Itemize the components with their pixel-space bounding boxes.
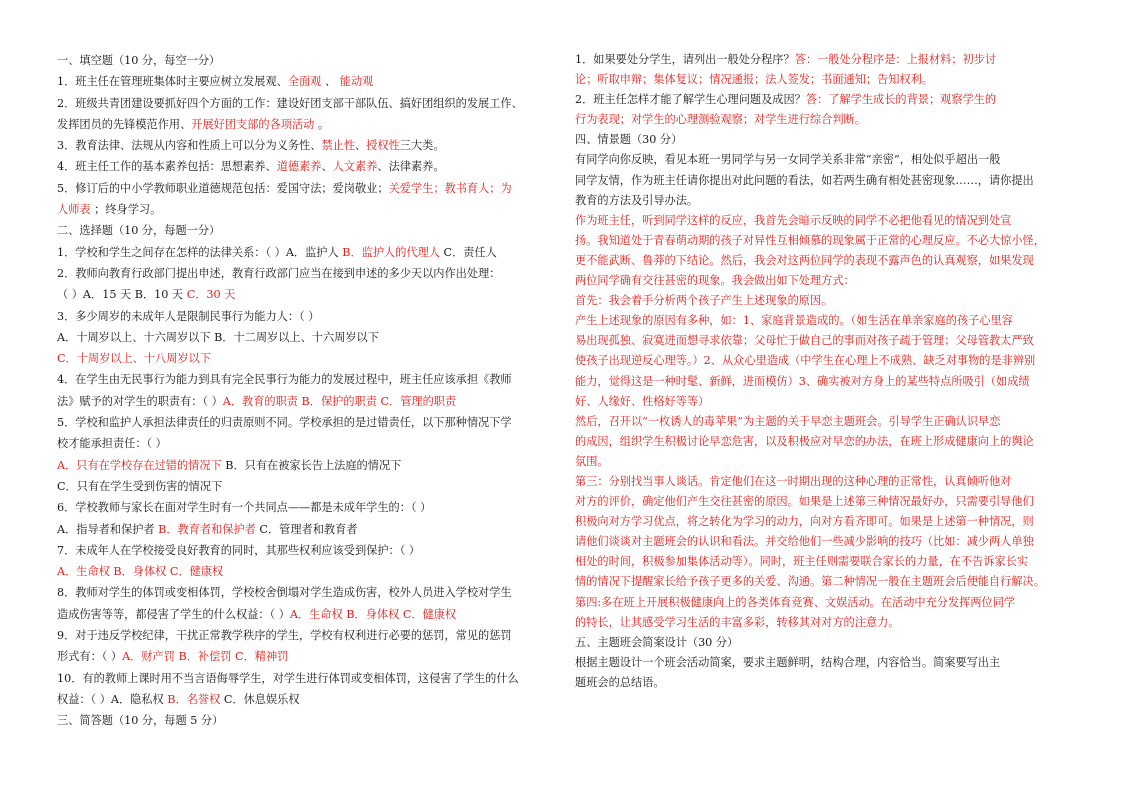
answer-text: 产生上述现象的原因有多种，如：1、家庭背景造成的。（如生活在单亲家庭的孩子心里容 <box>575 314 1013 328</box>
left-column <box>57 50 550 732</box>
answer-text: 论；听取申辩；集体复议；情况通报；法人签发；书面通知；告知权利。 <box>575 73 934 87</box>
right-column-line <box>575 171 1067 191</box>
answer-text: A．只有在学校存在过错的情况下 <box>57 458 222 472</box>
left-column-line <box>57 391 550 412</box>
question-text: 2．班主任怎样才能了解学生心理问题及成因？ <box>575 93 806 107</box>
question-text: 10．有的教师上课时用不当言语侮辱学生，对学生进行体罚或变相体罚，这侵害了学生的什么 <box>57 671 519 685</box>
right-column-line <box>575 633 1067 653</box>
left-column-line <box>57 135 550 156</box>
left-column-line <box>57 455 550 476</box>
answer-text: 作为班主任，听到同学这样的反应，我首先会暗示反映的同学不必把他看见的情况到处宣 <box>575 213 1012 227</box>
left-column-line <box>57 71 550 92</box>
right-column-line <box>575 492 1067 512</box>
answer-text: 答：一般处分程序是：上报材料；初步讨 <box>794 53 997 66</box>
question-text: 3．教育法律、法规从内容和性质上可以分为义务性、 <box>57 139 322 153</box>
question-text: 根据主题设计一个班会活动简案，要求主题鲜明，结构合理，内容恰当。简案要写出主 <box>575 655 1001 669</box>
answer-text: A．教育的职责 B．保护的职责 C．管理的职责 <box>222 394 457 408</box>
answer-text: 扬。我知道处于青春萌动期的孩子对异性互相倾慕的现象属于正常的心理反应。不必大惊小怪， <box>575 233 1045 247</box>
answer-text: 首先：我会着手分析两个孩子产生上述现象的原因。 <box>575 294 833 308</box>
right-column-line <box>575 50 1067 70</box>
right-column-line <box>575 552 1067 572</box>
right-column-line <box>575 150 1067 170</box>
answer-text: 人文素养 <box>332 160 378 174</box>
left-column-line <box>57 625 550 646</box>
answer-text: 全面观 <box>287 75 322 89</box>
question-text: 1．如果要处分学生，请列出一般处分程序？ <box>575 53 795 66</box>
left-column-line <box>57 433 550 454</box>
question-text: 发挥团员的先锋模范作用、 <box>57 117 192 131</box>
right-column-line <box>575 572 1067 592</box>
answer-text: B．名誉权 <box>167 692 221 706</box>
right-column-line <box>575 191 1067 211</box>
left-column-line <box>57 156 550 177</box>
answer-text: C．十周岁以上、十八周岁以下 <box>57 352 211 366</box>
right-column-line <box>575 472 1067 492</box>
right-column-line <box>575 673 1067 693</box>
question-text: 四、情景题（30 分） <box>575 133 683 147</box>
question-text: 法》赋予的对学生的职责有：（ ） <box>57 394 223 408</box>
left-column-line <box>57 114 550 135</box>
answer-text: 人师表 <box>57 203 91 217</box>
question-text: 2．教师向教育行政部门提出申述，教育行政部门应当在接到申述的多少天以内作出处理： <box>57 266 501 280</box>
question-text: 7．未成年人在学校接受良好教育的同时，其那些权利应该受到保护：（ ） <box>57 543 421 557</box>
answer-text: 两位同学确有交往甚密的现象。我会做出如下处理方式： <box>575 274 855 288</box>
answer-text: 的特长，让其感受学习生活的丰富多彩，转移其对对方的注意力。 <box>575 615 900 629</box>
left-column-line <box>57 242 550 263</box>
question-text: 五、主题班会简案设计（30 分） <box>575 635 739 649</box>
right-column-line <box>575 251 1067 271</box>
right-column-line <box>575 432 1067 452</box>
answer-text: 对方的评价，确定他们产生交往甚密的原因。如果是上述第三种情况最好办，只需要引导他们 <box>575 495 1034 509</box>
right-column-line <box>575 331 1067 351</box>
answer-text: 第三：分别找当事人谈话。肯定他们在这一时期出现的这种心理的正常性，认真倾听他对 <box>575 474 1012 488</box>
right-column-line <box>575 291 1067 311</box>
question-text: A．指导者和保护者 <box>57 522 159 536</box>
right-column-line <box>575 110 1067 130</box>
question-text: C．休息娱乐权 <box>220 692 300 706</box>
left-column-line <box>57 710 550 731</box>
answer-text: B．监护人的代理人 <box>342 245 440 259</box>
left-column-line <box>57 220 550 241</box>
answer-text: 第四:多在班上开展积极健康向上的各类体育竞赛、文娱活动。在活动中充分发挥两位同学 <box>575 595 1016 609</box>
right-column-line <box>575 512 1067 532</box>
right-column-line <box>575 412 1067 432</box>
question-text: 、 <box>321 75 340 89</box>
left-column-line <box>57 582 550 603</box>
answer-text: 的成因，组织学生积极讨论早恋危害，以及积极应对早恋的办法，在班上形成健康向上的舆论 <box>575 434 1034 448</box>
question-text: 8．教师对学生的体罚或变相体罚，学校校舍倒塌对学生造成伤害，校外人员进入学校对学生 <box>57 586 512 600</box>
right-column-line <box>575 70 1067 90</box>
left-column-line <box>57 348 550 369</box>
right-column-line <box>575 613 1067 633</box>
question-text: 5．修订后的中小学教师职业道德规范包括：爱国守法；爱岗敬业； <box>57 181 389 195</box>
question-text: 一、填空题（10 分，每空一分） <box>57 54 221 67</box>
left-column-line <box>57 668 550 689</box>
right-column-line <box>575 90 1067 110</box>
left-column-line <box>57 199 550 220</box>
right-column-line <box>575 311 1067 331</box>
right-column-line <box>575 372 1067 392</box>
left-column-line <box>57 689 550 710</box>
right-column-line <box>575 271 1067 291</box>
answer-text: 使孩子出现逆反心理等。）2、从众心里造成（中学生在心理上不成熟、缺乏对事物的是非辨别 <box>575 354 1036 368</box>
answer-text: 然后，召开以“一枚诱人的毒苹果”为主题的关于早恋主题班会。引导学生正确认识早恋 <box>575 414 1001 428</box>
left-column-line <box>57 561 550 582</box>
right-column-line <box>575 130 1067 150</box>
answer-text: B．教育者和保护者 <box>158 522 256 536</box>
left-column-line <box>57 263 550 284</box>
right-column-line <box>575 392 1067 412</box>
answer-text: 相处的时间，积极参加集体活动等）。同时，班主任则需要联合家长的力量，在不告诉家长实 <box>575 555 1029 569</box>
left-column-line <box>57 646 550 667</box>
answer-text: 能力，觉得这是一种时髦、新鲜，进而模仿）3、确实被对方身上的某些特点所吸引（如成绩 <box>575 374 1030 388</box>
right-column-line <box>575 231 1067 251</box>
question-text: 二、选择题（10 分，每题一分） <box>57 224 221 238</box>
answer-text: 答：了解学生成长的背景；观察学生的 <box>805 93 997 107</box>
left-column-line <box>57 306 550 327</box>
answer-text: 开展好团支部的各项活动 <box>191 117 315 131</box>
right-column-line <box>575 593 1067 613</box>
answer-text: 易出现孤独、寂寞进而想寻求依靠；父母忙于做自己的事而对孩子疏于管理；父母管教太严致 <box>575 334 1034 348</box>
left-column-line <box>57 327 550 348</box>
question-text: A．十周岁以上、十六周岁以下 B．十二周岁以上、十六周岁以下 <box>57 330 379 344</box>
left-column-line <box>57 604 550 625</box>
question-text: 题班会的总结语。 <box>575 675 665 689</box>
question-text: 1．学校和学生之间存在怎样的法律关系：（ ）A．监护人 <box>57 245 343 259</box>
question-text: 6．学校教师与家长在面对学生时有一个共同点——都是未成年学生的：（ ） <box>57 501 432 515</box>
answer-text: A．生命权 B．身体权 C．健康权 <box>57 565 224 579</box>
answer-text: 情的情况下提醒家长给予孩子更多的关爱、沟通。第二种情况一般在主题班会后便能自行解决。 <box>575 575 1045 589</box>
answer-text: 行为表现；对学生的心理测验观察；对学生进行综合判断。 <box>575 113 866 127</box>
question-text: 校才能承担责任：（ ） <box>57 437 167 451</box>
answer-text: A．生命权 B．身体权 C．健康权 <box>289 607 457 621</box>
question-text: 三大类。 <box>399 139 445 153</box>
question-text: 形式有：（ ） <box>57 650 123 664</box>
left-column-line <box>57 369 550 390</box>
question-text: 、 <box>355 139 367 153</box>
question-text: 教育的方法及引导办法。 <box>575 193 699 207</box>
question-text: 4．班主任工作的基本素养包括：思想素养、 <box>57 160 277 174</box>
answer-text: 道德素养 <box>276 160 322 174</box>
question-text: （ ）A．15 天 B．10 天 <box>57 288 187 302</box>
question-text: 、法律素养。 <box>377 160 445 174</box>
answer-text: 授权性 <box>366 139 400 153</box>
question-text: B．只有在被家长告上法庭的情况下 <box>221 458 402 472</box>
question-text: 9．对于违反学校纪律，干扰正常教学秩序的学生，学校有权利进行必要的惩罚，常见的惩罚 <box>57 629 512 643</box>
right-column-line <box>575 351 1067 371</box>
right-column-line <box>575 211 1067 231</box>
question-text: 4．在学生由无民事行为能力到具有完全民事行为能力的发展过程中，班主任应该承担《教师 <box>57 373 512 387</box>
question-text: 。 <box>314 117 330 131</box>
question-text: 2．班级共青团建设要抓好四个方面的工作：建设好团支部干部队伍、搞好团组织的发展工作、 <box>57 96 523 110</box>
right-column-line <box>575 452 1067 472</box>
right-column <box>575 50 1067 693</box>
question-text: C．只有在学生受到伤害的情况下 <box>57 479 223 493</box>
answer-text: 能动观 <box>339 75 374 89</box>
left-column-line <box>57 476 550 497</box>
question-text: C．管理者和教育者 <box>255 522 358 536</box>
answer-text: 氛围。 <box>575 454 609 468</box>
question-text: 三、简答题（10 分，每题 5 分） <box>57 714 224 728</box>
left-column-line <box>57 93 550 114</box>
left-column-line <box>57 412 550 433</box>
question-text: 、 <box>321 160 333 174</box>
question-text: 有同学向你反映，看见本班一男同学与另一女同学关系非常“亲密”，相处似乎超出一般 <box>575 153 1001 167</box>
question-text: 权益：（ ）A．隐私权 <box>57 692 168 706</box>
answer-text: C．30 天 <box>186 288 236 302</box>
question-text: 3．多少周岁的未成年人是限制民事行为能力人：（ ） <box>57 309 320 323</box>
answer-text: 关爱学生；教书育人；为 <box>388 181 512 195</box>
answer-text: 请他们谈谈对主题班会的认识和看法。并交给他们一些减少影响的技巧（比如：减少两人单独 <box>575 535 1034 549</box>
question-text: 同学友情，作为班主任请你提出对此问题的看法，如若两生确有相处甚密现象……，请你提出 <box>575 173 1034 187</box>
answer-text: A．财产罚 B．补偿罚 C．精神罚 <box>122 650 289 664</box>
answer-text: 禁止性 <box>321 139 356 153</box>
question-text: C．责任人 <box>439 245 497 259</box>
right-column-line <box>575 653 1067 673</box>
question-text: ；终身学习。 <box>90 203 162 217</box>
question-text: 1．班主任在管理班集体时主要应树立发展观、 <box>57 75 288 89</box>
right-column-line <box>575 532 1067 552</box>
answer-text: 好、人缘好、性格好等等） <box>575 394 710 408</box>
left-column-line <box>57 50 550 71</box>
left-column-line <box>57 540 550 561</box>
answer-text: 更不能武断、鲁莽的下结论。然后，我会对这两位同学的表现不露声色的认真观察，如果发现 <box>575 253 1034 267</box>
question-text: 造成伤害等等，都侵害了学生的什么权益：（ ） <box>57 607 290 621</box>
left-column-line <box>57 284 550 305</box>
left-column-line <box>57 178 550 199</box>
left-column-line <box>57 519 550 540</box>
question-text: 5．学校和监护人承担法律责任的归责原则不同。学校承担的是过错责任，以下那种情况下学 <box>57 416 512 430</box>
answer-text: 积极向对方学习优点，将之转化为学习的动力，向对方看齐即可。如果是上述第一种情况，则 <box>575 515 1034 529</box>
left-column-line <box>57 497 550 518</box>
